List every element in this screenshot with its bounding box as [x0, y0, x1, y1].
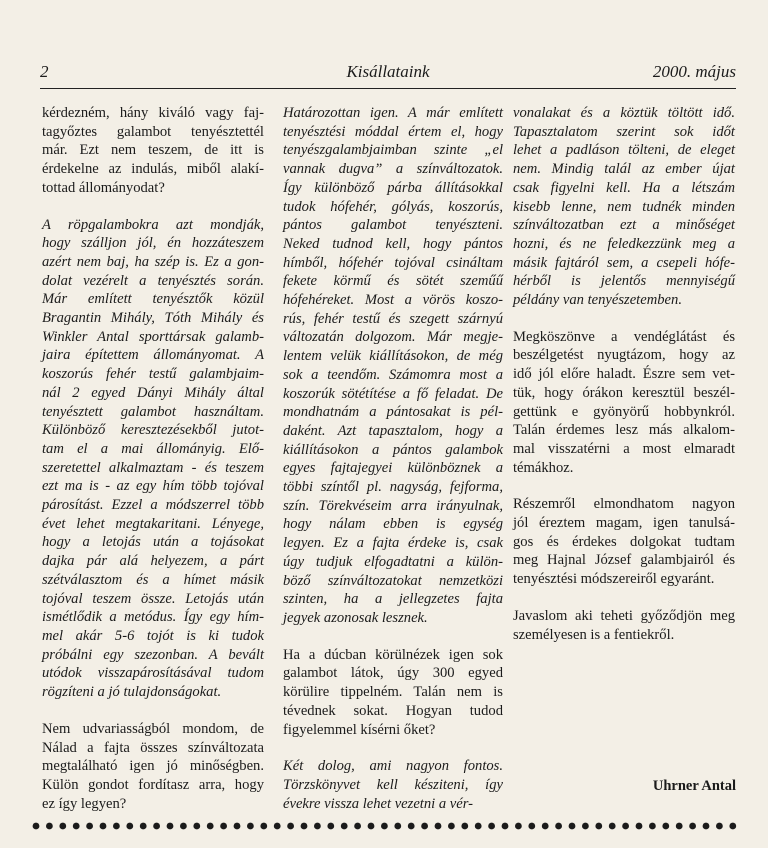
answer-line: legyen. Ez a fajta érdeke is, csak — [283, 535, 503, 552]
question-line: galambot látok, úgy 300 egyed — [283, 665, 503, 682]
footer-dot — [569, 823, 576, 830]
paragraph-gap — [283, 739, 503, 757]
question-line: érdekelne az indulás, miből alakí- — [42, 161, 264, 178]
answer-line: kisebb lenne, nem tudnék minden — [513, 198, 735, 215]
footer-dot — [100, 823, 107, 830]
footer-dot — [716, 823, 723, 830]
footer-dot — [582, 823, 589, 830]
question-line: Nálad a fajta összes színváltozata — [42, 739, 264, 756]
footer-dot — [448, 823, 455, 830]
answer-line: koszorúk sötétítése a fő feladat. De — [283, 385, 503, 402]
footer-dot — [502, 823, 509, 830]
footer-dot — [126, 823, 133, 830]
question-line: beszélgetést nyugtázom, hogy az — [513, 347, 735, 364]
answer-line: tenyészgalambjaimban szinte „el — [283, 142, 503, 159]
footer-dot — [662, 823, 669, 830]
footer-dot — [475, 823, 482, 830]
footer-dot — [368, 823, 375, 830]
answer-line: nem. Mindig talál az ember újat — [513, 161, 735, 178]
answer-line: böző színváltozatokat nemzetközi — [283, 572, 503, 589]
answer-line: szeretettel alkalmaztam - és teszem — [42, 459, 264, 476]
question-line: kérdezném, hány kiváló vagy faj- — [42, 105, 264, 121]
answer-line: egyes fajtajegyei különböznek a — [283, 460, 503, 477]
answer-line: rús, fehér testű és szegett szárnyú — [283, 310, 503, 327]
answer-line: tenyésztett galambot használtam. — [42, 403, 264, 420]
answer-line: tudok hófehér, gólyás, koszorús, — [283, 198, 503, 215]
answer-line: daként. Azt tapasztalom, hogy a — [283, 422, 503, 439]
answer-line: szétválasztom és a hímet másik — [42, 571, 264, 588]
paragraph-gap — [513, 310, 735, 328]
answer-line: hímből, hófehér tojóval csináltam — [283, 254, 503, 271]
answer-line: nál 2 egyed Dányi Mihály által — [42, 384, 264, 401]
footer-dot — [140, 823, 147, 830]
question-line: Részemről elmondhatom nagyon — [513, 496, 735, 513]
footer-dot — [394, 823, 401, 830]
footer-dot — [528, 823, 535, 830]
answer-line: Határozottan igen. A már említett — [283, 105, 503, 121]
answer-line: ezt ma is - az egy hím több tojóval — [42, 478, 264, 495]
footer-dot — [622, 823, 629, 830]
question-line: Talán érdemes lesz más alkalom- — [513, 422, 735, 439]
answer-line: szín. Törekvéseim arra irányulnak, — [283, 497, 503, 514]
footer-dot — [314, 823, 321, 830]
answer-line: Neked tudnod kell, hogy pántos — [283, 235, 503, 252]
answer-line: dolat vezérelt a tenyésztés során. — [42, 272, 264, 289]
paragraph-gap — [42, 702, 264, 720]
answer-line: másik fajtáról sem, a csepeli hófe- — [513, 254, 735, 271]
footer-dot — [421, 823, 428, 830]
answer-line: Tapasztalatom szerint sok időt — [513, 123, 735, 140]
answer-line: mondhatnám a pántosakat is pél- — [283, 404, 503, 421]
question-line: már. Ezt nem teszem, de itt is — [42, 142, 264, 159]
answer-line: tam el a mai állományig. Elő- — [42, 440, 264, 457]
paragraph-gap — [283, 628, 503, 646]
answer-line: A röpgalambokra azt mondják, — [42, 216, 264, 233]
footer-dot — [33, 823, 40, 830]
paragraph-gap — [42, 198, 264, 216]
answer-line: többi színtől pl. nagyság, fejforma, — [283, 479, 503, 496]
answer-line: Törzskönyvet kell késziteni, így — [283, 776, 503, 793]
question-line: tenyésztési módszereiről egyaránt. — [513, 571, 715, 588]
answer-line: színváltozatban ezt a minőséget — [513, 217, 735, 234]
answer-line: hófehéreket. Most a vörös koszo- — [283, 292, 503, 309]
question-line: Külön gondot fordítasz arra, hogy — [42, 776, 264, 793]
footer-dot — [488, 823, 495, 830]
footer-dot — [555, 823, 562, 830]
answer-line: Így különböző párba állításokkal — [283, 179, 503, 196]
answer-line: Különböző keresztezésekből jutot- — [42, 422, 264, 439]
footer-dot — [59, 823, 66, 830]
footer-dot — [220, 823, 227, 830]
footer-dot — [649, 823, 656, 830]
answer-line: évet lehet megtakaritani. Lényege, — [42, 515, 264, 532]
question-line: Ha a dúcban körülnézek igen sok — [283, 646, 503, 663]
footer-dot — [301, 823, 308, 830]
answer-line: tojóval teszem össze. Letojás után — [42, 590, 264, 607]
answer-line: fekete körmű és sötét szeműű — [283, 273, 503, 290]
question-line: gettünk e gyönyörű hobbynkról. — [513, 403, 735, 420]
footer-dot — [247, 823, 254, 830]
answer-line: azért nem baj, ha szép is. Ez a gon- — [42, 253, 264, 270]
dotted-footer-border — [32, 820, 744, 832]
answer-line: hérből is jelentős mennyiségű — [513, 273, 735, 290]
footer-dot — [542, 823, 549, 830]
footer-dot — [260, 823, 267, 830]
answer-line: hozni, és ne feledkezzünk meg a — [513, 235, 735, 252]
question-line: tottad állományodat? — [42, 179, 165, 196]
answer-line: hogy szálljon jól, én hozzáteszem — [42, 235, 264, 252]
question-line: személyesen is a fentiekről. — [513, 626, 675, 643]
question-line: ez így legyen? — [42, 795, 127, 812]
question-line: mal visszatérni a most elmaradt — [513, 440, 735, 457]
text-column-1 — [42, 104, 264, 813]
paragraph-gap — [513, 477, 735, 495]
footer-dot — [729, 823, 736, 830]
question-line: Megköszönve a vendéglátást és — [513, 328, 735, 345]
answer-line: utódok visszapárosításával tudom — [42, 665, 264, 682]
footer-dot — [408, 823, 415, 830]
answer-line: jegyek azonosak lesznek. — [283, 609, 428, 626]
answer-line: Bragantin Mihály, Tóth Mihály és — [42, 310, 264, 327]
answer-line: Két dolog, ami nagyon fontos. — [283, 758, 503, 775]
footer-dot — [113, 823, 120, 830]
answer-line: példány van tenyészetemben. — [513, 292, 682, 309]
footer-dot — [274, 823, 281, 830]
question-line: idő jól előre haladt. Észre sem vet- — [513, 366, 735, 383]
footer-dot — [327, 823, 334, 830]
answer-line: dajka pár alá helyezem, a párt — [42, 553, 264, 570]
footer-dot — [167, 823, 174, 830]
footer-dot — [46, 823, 53, 830]
text-column-2 — [283, 104, 503, 813]
answer-line: sok a teendőm. Számomra most a — [283, 366, 503, 383]
answer-line: hogy a letojás után a tojásokat — [42, 534, 264, 551]
footer-dot — [153, 823, 160, 830]
author-signature: Uhrner Antal — [652, 778, 736, 794]
question-line: Nem udvariasságból mondom, de — [42, 720, 264, 737]
footer-dot — [515, 823, 522, 830]
question-line: megtalálható igen jó minőségben. — [42, 758, 264, 775]
issue-date: 2000. május — [652, 62, 736, 81]
answer-line: változatán dolgozom. Már megje- — [283, 329, 503, 346]
answer-line: lentem velük kiállításokon, de még — [283, 348, 503, 365]
footer-dot — [287, 823, 294, 830]
footer-dot — [636, 823, 643, 830]
footer-dot — [234, 823, 241, 830]
question-line: Javaslom aki teheti győződjön meg — [513, 607, 735, 624]
answer-line: párosítást. Ezzel a módszerrel több — [42, 497, 264, 514]
answer-line: szinten, ha a jellegzetes fajta — [283, 591, 503, 608]
footer-dot — [435, 823, 442, 830]
answer-line: úgy tudjuk elfogadtatni a külön- — [283, 553, 503, 570]
header-rule — [40, 88, 736, 89]
footer-dot — [354, 823, 361, 830]
question-line: meg Hajnal József galambjairól és — [513, 552, 735, 569]
answer-line: ismétlődik a metódus. Így egy hím- — [42, 609, 264, 626]
question-line: tagyőztes galambot tenyésztettél — [42, 123, 264, 140]
answer-line: vonalakat és a köztük töltött idő. — [513, 105, 735, 121]
question-line: gos és érdekes dolgokat tudtam — [513, 533, 735, 550]
answer-line: Winkler Antal sporttársak galamb- — [42, 328, 264, 345]
answer-line: hogy nálam ebben is egység — [283, 516, 503, 533]
answer-line: lehet a padláson tölteni, de eleget — [513, 142, 735, 159]
question-line: tük, hogy órákon keresztül beszél- — [513, 384, 735, 401]
footer-dot — [609, 823, 616, 830]
answer-line: próbálni egy szezonban. A bevált — [42, 646, 264, 663]
page-header — [40, 62, 736, 86]
question-line: tévednek sokat. Hogyan tudod — [283, 702, 503, 719]
footer-dot — [193, 823, 200, 830]
footer-dot — [381, 823, 388, 830]
question-line: jól éreztem magam, igen tanulsá- — [513, 515, 735, 532]
answer-line: rögzíteni a jó tulajdonságokat. — [42, 684, 222, 701]
answer-line: jaira építettem állományomat. A — [42, 347, 264, 364]
answer-line: csak figyelni kell. Ha a létszám — [513, 179, 735, 196]
page-number: 2 — [40, 62, 49, 81]
footer-dot — [73, 823, 80, 830]
footer-dot — [676, 823, 683, 830]
answer-line: vannak dugva” a színváltozatok. — [283, 161, 503, 178]
answer-line: Már említett tenyésztők közül — [42, 291, 264, 308]
answer-line: mel akár 5-6 tojót is ki tudok — [42, 627, 264, 644]
footer-dot — [86, 823, 93, 830]
question-line: figyelemmel kísérni őket? — [283, 721, 436, 738]
paragraph-gap — [513, 589, 735, 607]
question-line: körülire tippelném. Talán nem is — [283, 684, 503, 701]
answer-line: évekre vissza lehet vezetni a vér- — [283, 795, 474, 812]
footer-dot — [180, 823, 187, 830]
answer-line: koszorús fehér testű galambjaim- — [42, 366, 264, 383]
answer-line: pántos galambot tenyészteni. — [283, 217, 503, 234]
footer-dot — [461, 823, 468, 830]
answer-line: kiállításokon a pántos galambok — [283, 441, 503, 458]
answer-line: tenyésztési móddal értem el, hogy — [283, 123, 503, 140]
footer-dot — [595, 823, 602, 830]
magazine-title: Kisállataink — [346, 62, 430, 81]
footer-dot — [341, 823, 348, 830]
footer-dot — [703, 823, 710, 830]
footer-dot — [207, 823, 214, 830]
text-column-3 — [513, 104, 735, 644]
question-line: témákhoz. — [513, 459, 574, 476]
footer-dot — [689, 823, 696, 830]
